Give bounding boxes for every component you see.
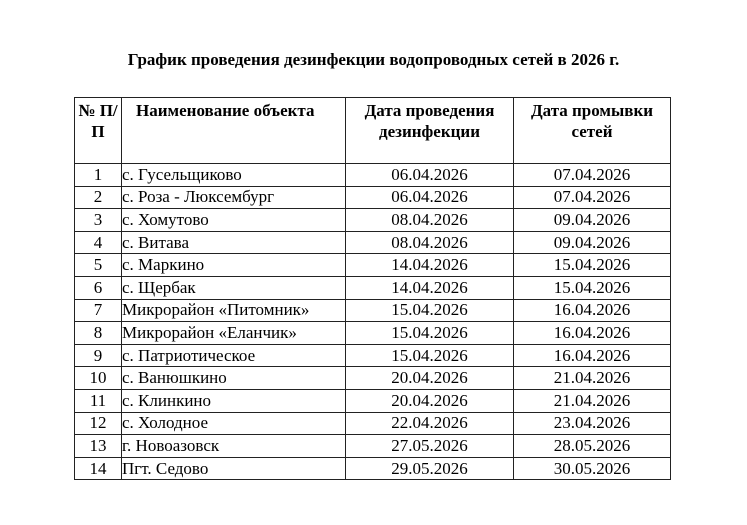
cell-flush-date: 16.04.2026 xyxy=(514,322,671,345)
cell-flush-date: 09.04.2026 xyxy=(514,231,671,254)
cell-disinfection-date: 15.04.2026 xyxy=(346,299,514,322)
cell-object-name: с. Щербак xyxy=(122,276,346,299)
cell-number: 12 xyxy=(75,412,122,435)
cell-number: 10 xyxy=(75,367,122,390)
cell-flush-date: 21.04.2026 xyxy=(514,389,671,412)
cell-flush-date: 16.04.2026 xyxy=(514,299,671,322)
table-row xyxy=(75,164,671,187)
cell-object-name: с. Витава xyxy=(122,231,346,254)
table-row xyxy=(75,457,671,480)
cell-flush-date: 07.04.2026 xyxy=(514,164,671,187)
cell-object-name: Пгт. Седово xyxy=(122,457,346,480)
cell-disinfection-date: 20.04.2026 xyxy=(346,367,514,390)
header-number: № П/П xyxy=(75,98,122,164)
cell-number: 7 xyxy=(75,299,122,322)
cell-disinfection-date: 29.05.2026 xyxy=(346,457,514,480)
cell-disinfection-date: 08.04.2026 xyxy=(346,231,514,254)
table-row xyxy=(75,322,671,345)
cell-disinfection-date: 14.04.2026 xyxy=(346,276,514,299)
cell-disinfection-date: 15.04.2026 xyxy=(346,344,514,367)
cell-flush-date: 23.04.2026 xyxy=(514,412,671,435)
cell-disinfection-date: 06.04.2026 xyxy=(346,164,514,187)
cell-object-name: с. Гусельщиково xyxy=(122,164,346,187)
table-row xyxy=(75,389,671,412)
table-header-row xyxy=(75,98,671,164)
cell-number: 4 xyxy=(75,231,122,254)
table-row xyxy=(75,231,671,254)
cell-disinfection-date: 20.04.2026 xyxy=(346,389,514,412)
cell-object-name: с. Холодное xyxy=(122,412,346,435)
cell-object-name: г. Новоазовск xyxy=(122,435,346,458)
cell-object-name: с. Клинкино xyxy=(122,389,346,412)
cell-number: 6 xyxy=(75,276,122,299)
cell-flush-date: 09.04.2026 xyxy=(514,209,671,232)
cell-object-name: с. Хомутово xyxy=(122,209,346,232)
cell-flush-date: 07.04.2026 xyxy=(514,186,671,209)
document-title: График проведения дезинфекции водопроводных сетей в 2026 г. xyxy=(127,50,620,69)
cell-number: 5 xyxy=(75,254,122,277)
cell-object-name: Микрорайон «Питомник» xyxy=(122,299,346,322)
schedule-table xyxy=(74,97,671,480)
table-row xyxy=(75,276,671,299)
cell-number: 14 xyxy=(75,457,122,480)
table-row xyxy=(75,367,671,390)
cell-disinfection-date: 08.04.2026 xyxy=(346,209,514,232)
table-row xyxy=(75,254,671,277)
cell-disinfection-date: 14.04.2026 xyxy=(346,254,514,277)
cell-flush-date: 21.04.2026 xyxy=(514,367,671,390)
cell-flush-date: 16.04.2026 xyxy=(514,344,671,367)
header-flush-date: Дата промывки сетей xyxy=(514,98,671,164)
cell-disinfection-date: 22.04.2026 xyxy=(346,412,514,435)
cell-disinfection-date: 15.04.2026 xyxy=(346,322,514,345)
table-row xyxy=(75,186,671,209)
cell-flush-date: 28.05.2026 xyxy=(514,435,671,458)
cell-number: 13 xyxy=(75,435,122,458)
cell-number: 11 xyxy=(75,389,122,412)
header-object-name: Наименование объекта xyxy=(122,98,346,164)
cell-object-name: с. Патриотическое xyxy=(122,344,346,367)
cell-number: 3 xyxy=(75,209,122,232)
table-row xyxy=(75,412,671,435)
cell-number: 8 xyxy=(75,322,122,345)
table-row xyxy=(75,299,671,322)
cell-flush-date: 15.04.2026 xyxy=(514,276,671,299)
cell-disinfection-date: 27.05.2026 xyxy=(346,435,514,458)
cell-object-name: Микрорайон «Еланчик» xyxy=(122,322,346,345)
header-disinfection-date: Дата проведения дезинфекции xyxy=(346,98,514,164)
cell-object-name: с. Маркино xyxy=(122,254,346,277)
table-row xyxy=(75,209,671,232)
cell-number: 1 xyxy=(75,164,122,187)
cell-object-name: с. Ванюшкино xyxy=(122,367,346,390)
cell-flush-date: 30.05.2026 xyxy=(514,457,671,480)
cell-number: 9 xyxy=(75,344,122,367)
table-row xyxy=(75,344,671,367)
cell-disinfection-date: 06.04.2026 xyxy=(346,186,514,209)
cell-flush-date: 15.04.2026 xyxy=(514,254,671,277)
table-row xyxy=(75,435,671,458)
cell-object-name: с. Роза - Люксембург xyxy=(122,186,346,209)
cell-number: 2 xyxy=(75,186,122,209)
